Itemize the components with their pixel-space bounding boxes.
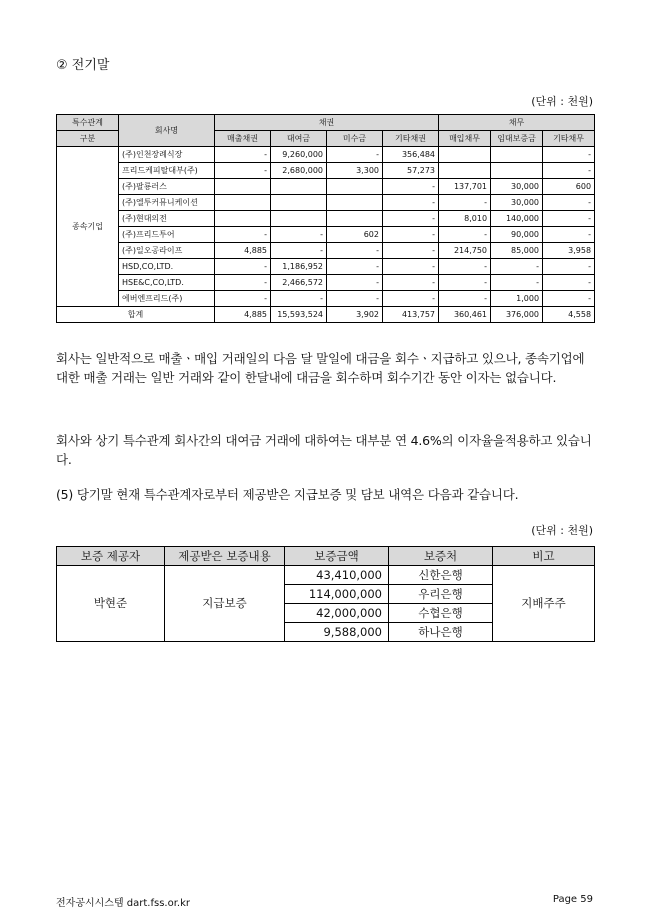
table-row	[57, 275, 595, 291]
amount-cell	[215, 195, 271, 211]
guarantee-bank: 수협은행	[389, 604, 493, 623]
amount-cell: -	[383, 195, 439, 211]
amount-cell: -	[215, 275, 271, 291]
company-name: (주)프리드투어	[119, 227, 215, 243]
header-note: 비고	[493, 547, 595, 566]
guarantee-table	[56, 546, 595, 642]
group-cell: 종속기업	[57, 147, 119, 307]
amount-cell: 85,000	[491, 243, 543, 259]
amount-cell: -	[543, 259, 595, 275]
total-label: 합계	[57, 307, 215, 323]
amount-cell: -	[439, 275, 491, 291]
amount-cell: 214,750	[439, 243, 491, 259]
section-heading: ② 전기말	[56, 58, 110, 73]
amount-cell: -	[439, 195, 491, 211]
header-content: 제공받은 보증내용	[165, 547, 285, 566]
company-name: HSE&C,CO,LTD.	[119, 275, 215, 291]
table-row	[57, 179, 595, 195]
header-relation: 특수관계	[57, 115, 119, 131]
guarantee-amount: 43,410,000	[285, 566, 389, 585]
guarantee-note: 지배주주	[493, 566, 595, 642]
total-amount: 15,593,524	[271, 307, 327, 323]
amount-cell: 8,010	[439, 211, 491, 227]
amount-cell: -	[383, 275, 439, 291]
header-receivables: 채권	[215, 115, 439, 131]
amount-cell: -	[383, 211, 439, 227]
header-loans: 대여금	[271, 131, 327, 147]
amount-cell: -	[543, 163, 595, 179]
amount-cell: 602	[327, 227, 383, 243]
guarantee-bank: 신한은행	[389, 566, 493, 585]
amount-cell: 90,000	[491, 227, 543, 243]
total-row	[57, 307, 595, 323]
header-purchase-payables: 매입채무	[439, 131, 491, 147]
amount-cell	[439, 147, 491, 163]
amount-cell: -	[327, 291, 383, 307]
amount-cell	[491, 163, 543, 179]
amount-cell: -	[215, 163, 271, 179]
amount-cell	[327, 179, 383, 195]
header-amount: 보증금액	[285, 547, 389, 566]
amount-cell: -	[327, 275, 383, 291]
company-name: HSD,CO,LTD.	[119, 259, 215, 275]
footer-page-number: Page 59	[552, 894, 593, 905]
amount-cell	[491, 147, 543, 163]
table-row	[57, 291, 595, 307]
amount-cell: -	[383, 291, 439, 307]
amount-cell: -	[327, 259, 383, 275]
header-other-receivables: 기타채권	[383, 131, 439, 147]
header-group: 구분	[57, 131, 119, 147]
table-row	[57, 227, 595, 243]
guarantee-amount: 9,588,000	[285, 623, 389, 642]
table-row	[57, 243, 595, 259]
amount-cell: -	[215, 227, 271, 243]
amount-cell: -	[543, 227, 595, 243]
total-amount: 376,000	[491, 307, 543, 323]
header-bank: 보증처	[389, 547, 493, 566]
guarantee-provider: 박현준	[57, 566, 165, 642]
amount-cell: -	[439, 291, 491, 307]
amount-cell: -	[543, 147, 595, 163]
table-row	[57, 566, 595, 585]
amount-cell: -	[543, 275, 595, 291]
amount-cell: 1,186,952	[271, 259, 327, 275]
company-name: (주)팔룡러스	[119, 179, 215, 195]
header-lease-deposit: 임대보증금	[491, 131, 543, 147]
amount-cell: -	[271, 227, 327, 243]
amount-cell: -	[543, 195, 595, 211]
amount-cell: 9,260,000	[271, 147, 327, 163]
amount-cell: -	[383, 259, 439, 275]
amount-cell	[271, 195, 327, 211]
amount-cell: 140,000	[491, 211, 543, 227]
header-sales-receivables: 매출채권	[215, 131, 271, 147]
amount-cell: 356,484	[383, 147, 439, 163]
footer-site: 전자공시시스템 dart.fss.or.kr	[56, 898, 190, 909]
amount-cell: 3,300	[327, 163, 383, 179]
guarantee-bank: 하나은행	[389, 623, 493, 642]
amount-cell: -	[383, 243, 439, 259]
amount-cell: -	[271, 291, 327, 307]
header-payables: 채무	[439, 115, 595, 131]
amount-cell: 3,958	[543, 243, 595, 259]
amount-cell: 600	[543, 179, 595, 195]
company-name: (주)현대의전	[119, 211, 215, 227]
header-accrued: 미수금	[327, 131, 383, 147]
amount-cell: -	[491, 259, 543, 275]
amount-cell: 2,680,000	[271, 163, 327, 179]
company-name: (주)인천장례식장	[119, 147, 215, 163]
amount-cell: -	[439, 259, 491, 275]
guarantee-amount: 42,000,000	[285, 604, 389, 623]
guarantee-amount: 114,000,000	[285, 585, 389, 604]
amount-cell: -	[543, 291, 595, 307]
amount-cell: -	[491, 275, 543, 291]
company-name: 프리드케피탈대부(주)	[119, 163, 215, 179]
paragraph-guarantee-intro: (5) 당기말 현재 특수관계자로부터 제공받은 지급보증 및 담보 내역은 다음과 같습니다.	[56, 487, 519, 502]
amount-cell: 57,273	[383, 163, 439, 179]
amount-cell	[327, 195, 383, 211]
amount-cell: 2,466,572	[271, 275, 327, 291]
table-row	[57, 147, 595, 163]
amount-cell: 30,000	[491, 195, 543, 211]
header-provider: 보증 제공자	[57, 547, 165, 566]
amount-cell: -	[327, 147, 383, 163]
guarantee-content: 지급보증	[165, 566, 285, 642]
total-amount: 360,461	[439, 307, 491, 323]
amount-cell: -	[383, 227, 439, 243]
header-company: 회사명	[119, 115, 215, 147]
amount-cell: 1,000	[491, 291, 543, 307]
total-amount: 3,902	[327, 307, 383, 323]
amount-cell: -	[439, 227, 491, 243]
amount-cell	[327, 211, 383, 227]
table-row	[57, 211, 595, 227]
paragraph-settlement: 회사는 일반적으로 매출ㆍ매입 거래일의 다음 달 말일에 대금을 회수ㆍ지급하고 있으나, 종속기업에 대한 매출 거래는 일반 거래와 같이 한달내에 대금을 회수하며 회수기간 동안 이자는 없습니다.	[56, 351, 585, 385]
amount-cell: -	[543, 211, 595, 227]
amount-cell	[271, 179, 327, 195]
guarantee-bank: 우리은행	[389, 585, 493, 604]
amount-cell	[439, 163, 491, 179]
amount-cell: 4,885	[215, 243, 271, 259]
paragraph-interest: 회사와 상기 특수관계 회사간의 대여금 거래에 대하여는 대부분 연 4.6%의 이자율을적용하고 있습니다.	[56, 433, 592, 467]
unit-label: (단위 : 천원)	[531, 95, 593, 108]
amount-cell: -	[383, 179, 439, 195]
amount-cell: -	[215, 291, 271, 307]
company-name: (주)엘투커뮤니케이션	[119, 195, 215, 211]
table-row	[57, 259, 595, 275]
amount-cell	[215, 211, 271, 227]
unit-label-2: (단위 : 천원)	[531, 524, 593, 537]
amount-cell	[271, 211, 327, 227]
amount-cell: -	[215, 147, 271, 163]
related-party-balance-table	[56, 114, 595, 323]
amount-cell: -	[215, 259, 271, 275]
total-amount: 4,885	[215, 307, 271, 323]
total-amount: 413,757	[383, 307, 439, 323]
amount-cell: 137,701	[439, 179, 491, 195]
company-name: (주)일오공라이프	[119, 243, 215, 259]
amount-cell	[215, 179, 271, 195]
header-other-payables: 기타채무	[543, 131, 595, 147]
company-name: 에버엔프리드(주)	[119, 291, 215, 307]
total-amount: 4,558	[543, 307, 595, 323]
amount-cell: -	[271, 243, 327, 259]
amount-cell: 30,000	[491, 179, 543, 195]
table-row	[57, 195, 595, 211]
table-row	[57, 163, 595, 179]
amount-cell: -	[327, 243, 383, 259]
